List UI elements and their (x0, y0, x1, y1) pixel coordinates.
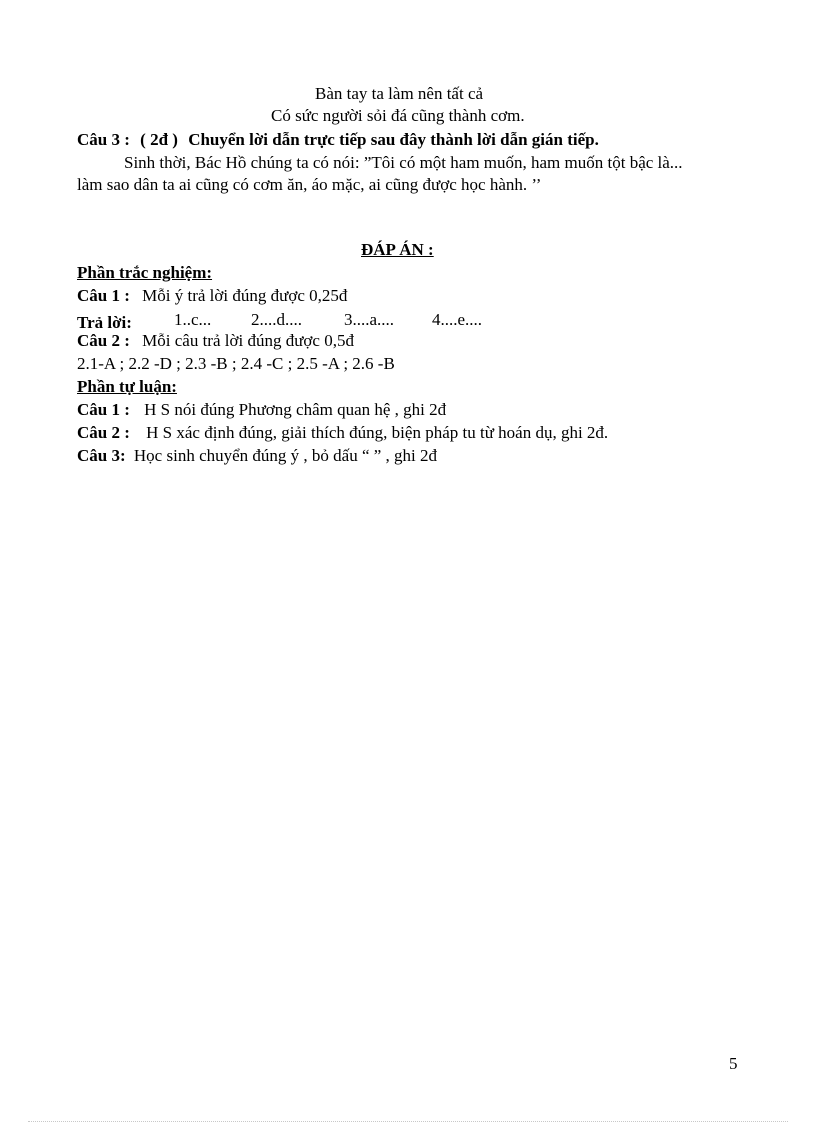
answers-label: Trả lời: (77, 313, 132, 332)
essay-question-2 (77, 423, 608, 443)
answer-3: 3....a.... (344, 310, 395, 329)
mc-question-1-text: Mỗi ý trả lời đúng được 0,25đ (142, 286, 348, 305)
answer-1: 1..c... (174, 310, 212, 329)
essay-question-2-text: H S xác định đúng, giải thích đúng, biện pháp tu từ hoán dụ, ghi 2đ. (146, 423, 609, 442)
essay-question-1-text: H S nói đúng Phương châm quan hệ , ghi 2đ (144, 400, 447, 419)
essay-question-3-label: Câu 3: (77, 446, 126, 465)
mc-question-2-label: Câu 2 : (77, 331, 130, 350)
essay-question-2-label: Câu 2 : (77, 423, 130, 442)
question-3-instruction: Chuyển lời dẫn trực tiếp sau đây thành lời dẫn gián tiếp. (188, 130, 599, 149)
question-3-heading (77, 130, 599, 150)
mc-question-2 (77, 331, 354, 351)
question-3-text-line-1: Sinh thời, Bác Hồ chúng ta có nói: ”Tôi có một ham muốn, ham muốn tột bậc là... (124, 153, 683, 172)
poem-line-1: Bàn tay ta làm nên tất cả (315, 84, 484, 103)
poem-line-2: Có sức người sỏi đá cũng thành cơm. (271, 106, 525, 125)
mc-question-2-text: Mỗi câu trả lời đúng được 0,5đ (142, 331, 354, 350)
essay-question-1-label: Câu 1 : (77, 400, 130, 419)
answers-row (77, 310, 483, 332)
question-3-label: Câu 3 : (77, 130, 130, 149)
essay-question-1 (77, 400, 446, 420)
mc-question-1-label: Câu 1 : (77, 286, 130, 305)
page-number: 5 (729, 1054, 738, 1073)
mc-question-2-answers: 2.1-A ; 2.2 -D ; 2.3 -B ; 2.4 -C ; 2.5 -A ; 2.6 -B (77, 354, 395, 373)
answer-4: 4....e.... (432, 310, 483, 329)
multiple-choice-heading: Phần trắc nghiệm: (77, 263, 213, 282)
question-3-points: ( 2đ ) (140, 130, 178, 149)
essay-heading: Phần tự luận: (77, 377, 177, 396)
question-3-text-line-2: làm sao dân ta ai cũng có cơm ăn, áo mặc, ai cũng được học hành. ’’ (77, 175, 542, 194)
essay-question-3-text: Học sinh chuyển đúng ý , bỏ dấu “ ” , ghi 2đ (133, 446, 438, 465)
page-bottom-border (28, 1121, 788, 1122)
answer-2: 2....d.... (251, 310, 302, 329)
mc-question-1 (77, 286, 347, 306)
answer-key-title: ĐÁP ÁN : (361, 240, 434, 259)
essay-question-3 (77, 446, 437, 466)
